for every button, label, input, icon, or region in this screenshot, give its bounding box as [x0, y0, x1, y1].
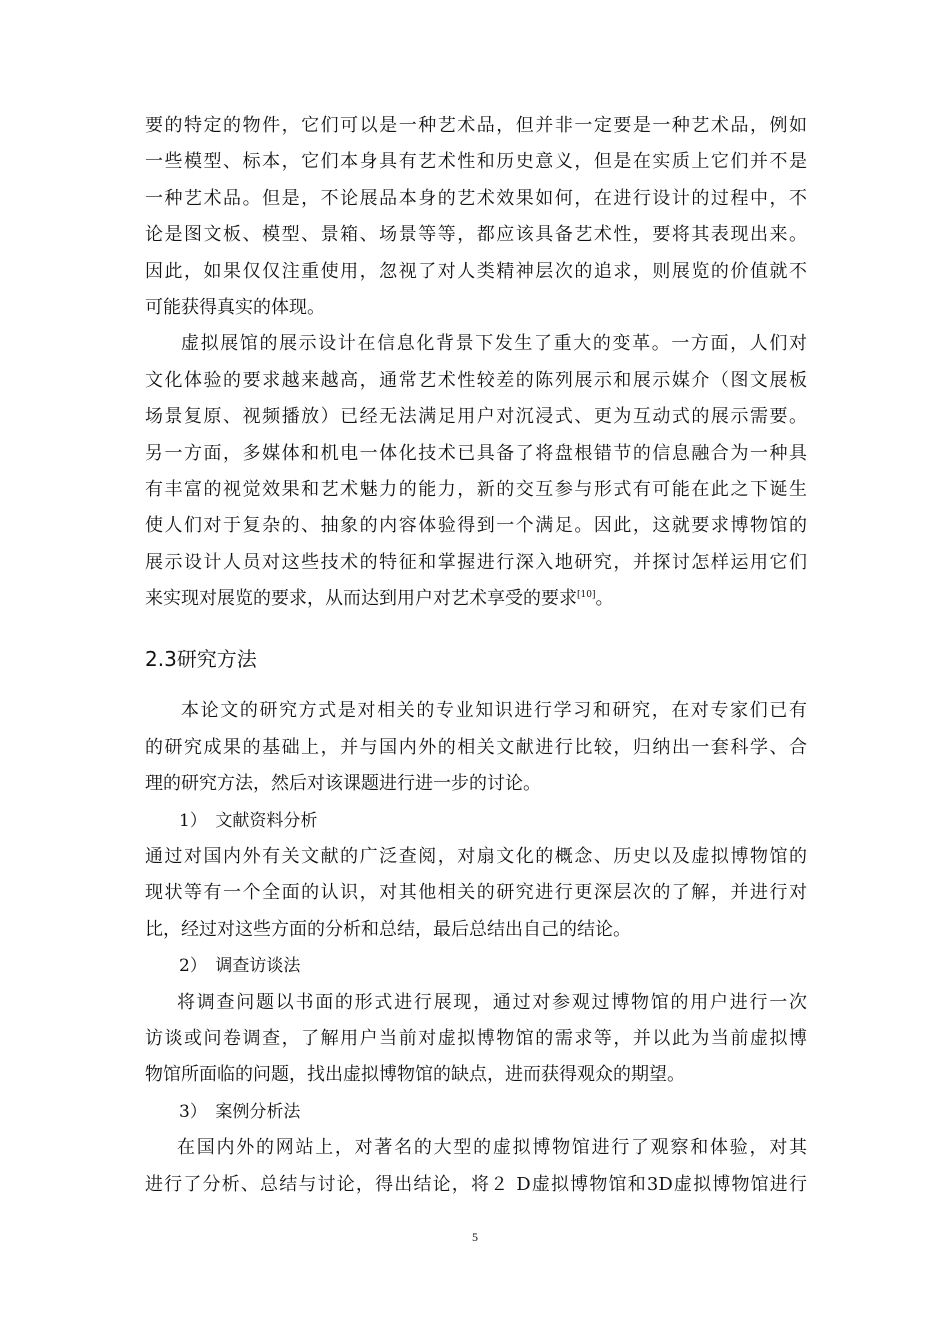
paragraph-virtual-exhibition	[145, 326, 807, 617]
text-line: 虚拟展馆的展示设计在信息化背景下发生了重大的变革。一方面，人们对	[181, 333, 807, 355]
text-line: 可能获得真实的体现。	[145, 296, 325, 318]
method-label: 1） 文献资料分析	[179, 810, 318, 831]
text-line: 有丰富的视觉效果和艺术魅力的能力，新的交互参与形式有可能在此之下诞生	[145, 478, 807, 500]
text-line: 文化体验的要求越来越高，通常艺术性较差的陈列展示和展示媒介（图文展板	[145, 369, 807, 391]
text-segment: 。	[595, 588, 614, 610]
method-case-analysis	[145, 1094, 807, 1203]
text-line: 物馆所面临的问题，找出虚拟博物馆的缺点，进而获得观众的期望。	[145, 1064, 685, 1086]
text-line	[145, 581, 807, 617]
paragraph-research-intro	[145, 693, 807, 802]
page-body	[145, 108, 807, 1203]
text-line: 另一方面，多媒体和机电一体化技术已具备了将盘根错节的信息融合为一种具	[145, 442, 807, 464]
text-line: 现状等有一个全面的认识，对其他相关的研究进行更深层次的了解，并进行对	[145, 882, 807, 904]
text-line: 访谈或问卷调查，了解用户当前对虚拟博物馆的需求等，并以此为当前虚拟博	[145, 1027, 807, 1049]
paragraph-art-exhibits	[145, 108, 807, 326]
text-line: 本论文的研究方式是对相关的专业知识进行学习和研究，在对专家们已有	[181, 700, 807, 722]
text-line: 通过对国内外有关文献的广泛查阅，对扇文化的概念、历史以及虚拟博物馆的	[145, 846, 807, 868]
text-line: 在国内外的网站上，对著名的大型的虚拟博物馆进行了观察和体验，对其	[177, 1137, 807, 1159]
text-line: 理的研究方法，然后对该课题进行进一步的讨论。	[145, 773, 541, 795]
section-title: 研究方法	[176, 647, 257, 672]
section-number: 2.3	[145, 647, 177, 672]
method-label: 2） 调查访谈法	[179, 956, 301, 977]
text-line: 进行了分析、总结与讨论，得出结论，将２ D虚拟博物馆和3D虚拟博物馆进行	[145, 1173, 807, 1195]
section-heading	[145, 645, 807, 673]
text-line: 比，经过对这些方面的分析和总结，最后总结出自己的结论。	[145, 918, 631, 940]
text-segment: 来实现对展览的要求，从而达到用户对艺术享受的要求	[145, 588, 577, 610]
text-line: 一些模型、标本，它们本身具有艺术性和历史意义，但是在实质上它们并不是	[145, 151, 807, 173]
page-number: 5	[472, 1230, 478, 1244]
text-line: 论是图文板、模型、景箱、场景等等，都应该具备艺术性，要将其表现出来。	[145, 224, 807, 246]
text-line: 使人们对于复杂的、抽象的内容体验得到一个满足。因此，这就要求博物馆的	[145, 515, 807, 537]
method-label: 3） 案例分析法	[179, 1101, 301, 1122]
text-line: 展示设计人员对这些技术的特征和掌握进行深入地研究，并探讨怎样运用它们	[145, 551, 807, 573]
text-line: 的研究成果的基础上，并与国内外的相关文献进行比较，归纳出一套科学、合	[145, 736, 807, 758]
method-survey-interview	[145, 948, 807, 1094]
text-line: 要的特定的物件，它们可以是一种艺术品，但并非一定要是一种艺术品，例如	[145, 115, 807, 136]
text-line: 将调查问题以书面的形式进行展现，通过对参观过博物馆的用户进行一次	[177, 991, 807, 1013]
text-line: 因此，如果仅仅注重使用，忽视了对人类精神层次的追求，则展览的价值就不	[145, 260, 807, 282]
citation-reference: [10]	[577, 590, 596, 601]
text-line: 场景复原、视频播放）已经无法满足用户对沉浸式、更为互动式的展示需要。	[145, 406, 807, 428]
text-line: 一种艺术品。但是，不论展品本身的艺术效果如何，在进行设计的过程中，不	[145, 187, 807, 209]
method-literature-analysis	[145, 803, 807, 949]
